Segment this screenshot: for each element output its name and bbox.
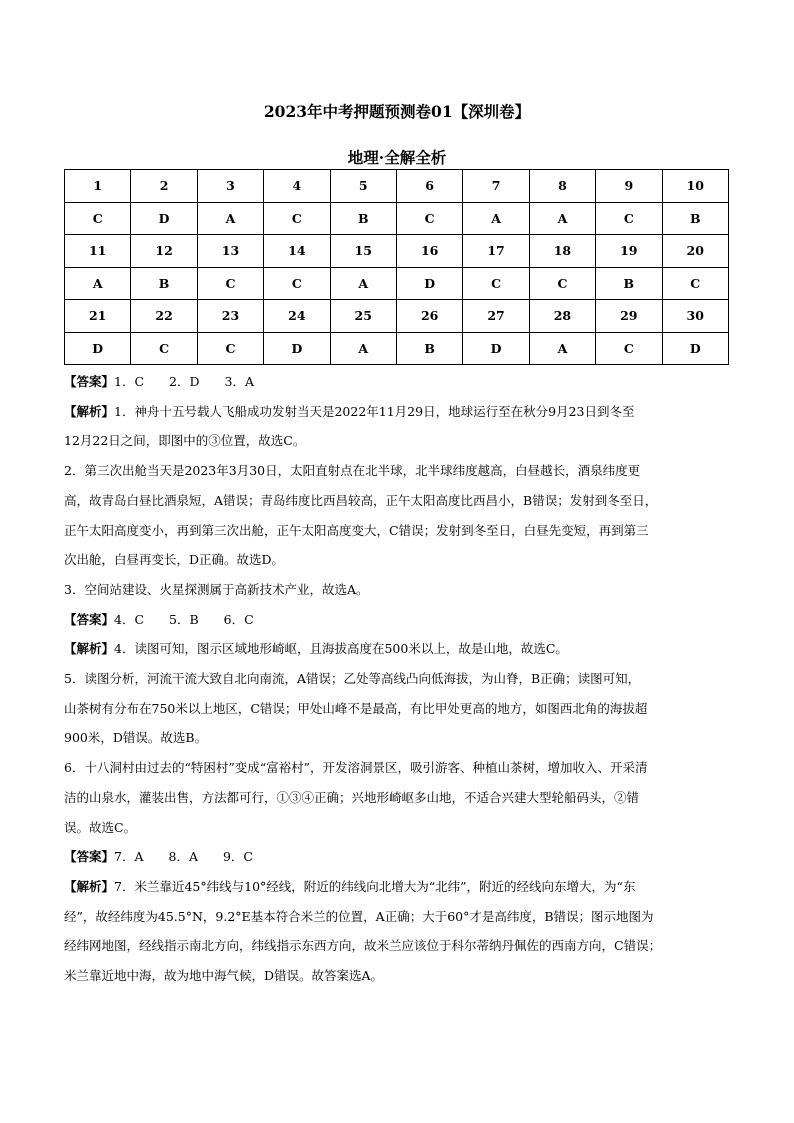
text-line: 误。故选C。 bbox=[64, 819, 137, 835]
answer-label: 【答案】 bbox=[64, 849, 115, 865]
answer-cell: C bbox=[463, 267, 529, 300]
question-number-cell: 9 bbox=[596, 170, 662, 203]
answer-cell: A bbox=[529, 332, 595, 365]
answer-cell: B bbox=[396, 332, 462, 365]
text-line: 6．十八洞村由过去的“特困村”变成“富裕村”，开发溶洞景区，吸引游客、种植山茶树，增加收入、开采清 bbox=[64, 760, 648, 776]
answer-row bbox=[65, 267, 729, 300]
question-number-cell: 25 bbox=[330, 300, 396, 333]
question-number-cell: 30 bbox=[662, 300, 728, 333]
question-number-cell: 2 bbox=[131, 170, 197, 203]
answer-line: 【答案】7．A 8．A 9．C bbox=[64, 849, 253, 865]
text-line: 5．读图分析，河流干流大致自北向南流，A错误；乙处等高线凸向低海拔，为山脊，B正确；读图可知， bbox=[64, 671, 641, 687]
answer-cell: C bbox=[264, 202, 330, 235]
answer-row bbox=[65, 202, 729, 235]
answer-label: 【答案】 bbox=[64, 374, 115, 389]
answer-cell: C bbox=[65, 202, 131, 235]
text-line: 米兰靠近地中海，故为地中海气候，D错误。故答案选A。 bbox=[64, 968, 384, 984]
question-number-row bbox=[65, 235, 729, 268]
question-number-cell: 13 bbox=[197, 235, 263, 268]
answer-row bbox=[65, 332, 729, 365]
answer-cell: A bbox=[197, 202, 263, 235]
question-number-cell: 26 bbox=[396, 300, 462, 333]
question-number-cell: 28 bbox=[529, 300, 595, 333]
answer-cell: A bbox=[529, 202, 595, 235]
question-number-cell: 1 bbox=[65, 170, 131, 203]
document-title: 2023年中考押题预测卷01【深圳卷】 bbox=[263, 102, 531, 121]
question-number-cell: 16 bbox=[396, 235, 462, 268]
question-number-cell: 14 bbox=[264, 235, 330, 268]
answer-cell: C bbox=[131, 332, 197, 365]
explanation-body bbox=[64, 367, 730, 991]
question-number-cell: 7 bbox=[463, 170, 529, 203]
analysis-label: 【解析】 bbox=[64, 403, 115, 419]
question-number-cell: 27 bbox=[463, 300, 529, 333]
text-line: 900米，D错误。故选B。 bbox=[64, 730, 208, 746]
analysis-line: 【解析】1．神舟十五号载人飞船成功发射当天是2022年11月29日，地球运行至在秋分9月23日到冬至 bbox=[64, 403, 635, 419]
question-number-cell: 5 bbox=[330, 170, 396, 203]
question-number-row bbox=[65, 170, 729, 203]
answer-line: 【答案】4．C 5．B 6．C bbox=[64, 611, 254, 627]
answer-cell: A bbox=[330, 332, 396, 365]
analysis-label: 【解析】 bbox=[64, 878, 115, 894]
document-subtitle: 地理·全解全析 bbox=[347, 148, 447, 167]
text-line: 12月22日之间，即图中的③位置，故选C。 bbox=[64, 433, 306, 449]
answer-cell: D bbox=[662, 332, 728, 365]
question-number-row bbox=[65, 300, 729, 333]
text-line: 3．空间站建设、火星探测属于高新技术产业，故选A。 bbox=[64, 581, 369, 597]
answer-cell: D bbox=[396, 267, 462, 300]
answer-cell: D bbox=[264, 332, 330, 365]
answer-cell: B bbox=[330, 202, 396, 235]
text-line: 经”，故经纬度为45.5°N，9.2°E基本符合米兰的位置，A正确；大于60°才是高纬度，B错误；图示地图为 bbox=[64, 908, 654, 924]
text-line: 经纬网地图，经线指示南北方向，纬线指示东西方向，故米兰应该位于科尔蒂纳丹佩佐的西南方向，C错误； bbox=[64, 938, 662, 954]
answer-cell: A bbox=[65, 267, 131, 300]
question-number-cell: 10 bbox=[662, 170, 728, 203]
answer-cell: C bbox=[396, 202, 462, 235]
question-number-cell: 15 bbox=[330, 235, 396, 268]
answer-cell: B bbox=[662, 202, 728, 235]
question-number-cell: 22 bbox=[131, 300, 197, 333]
answer-cell: D bbox=[65, 332, 131, 365]
question-number-cell: 21 bbox=[65, 300, 131, 333]
question-number-cell: 4 bbox=[264, 170, 330, 203]
answer-cell: C bbox=[529, 267, 595, 300]
question-number-cell: 18 bbox=[529, 235, 595, 268]
text-line: 次出舱，白昼再变长，D正确。故选D。 bbox=[64, 552, 285, 568]
answer-cell: C bbox=[662, 267, 728, 300]
answer-cell: C bbox=[197, 332, 263, 365]
text-line: 洁的山泉水，灌装出售，方法都可行，①③④正确；兴地形崎岖多山地，不适合兴建大型轮船码头，②错 bbox=[64, 789, 640, 805]
analysis-label: 【解析】 bbox=[64, 641, 115, 657]
answer-table bbox=[64, 169, 729, 365]
question-number-cell: 11 bbox=[65, 235, 131, 268]
answer-cell: D bbox=[463, 332, 529, 365]
answer-cell: C bbox=[596, 332, 662, 365]
answer-cell: D bbox=[131, 202, 197, 235]
question-number-cell: 24 bbox=[264, 300, 330, 333]
question-number-cell: 8 bbox=[529, 170, 595, 203]
analysis-line: 【解析】4．读图可知，图示区域地形崎岖，且海拔高度在500米以上，故是山地，故选C。 bbox=[64, 641, 568, 657]
answer-line: 【答案】1．C 2．D 3．A bbox=[64, 374, 254, 389]
answer-label: 【答案】 bbox=[64, 611, 115, 627]
question-number-cell: 19 bbox=[596, 235, 662, 268]
answer-cell: A bbox=[330, 267, 396, 300]
answer-cell: C bbox=[197, 267, 263, 300]
text-line: 山茶树有分布在750米以上地区，C错误；甲处山峰不是最高，有比甲处更高的地方，如图西北角的海拔超 bbox=[64, 700, 648, 716]
text-line: 2．第三次出舱当天是2023年3月30日，太阳直射点在北半球，北半球纬度越高，白昼越长，酒泉纬度更 bbox=[64, 463, 641, 479]
question-number-cell: 20 bbox=[662, 235, 728, 268]
analysis-line: 【解析】7．米兰靠近45°纬线与10°经线，附近的纬线向北增大为“北纬”，附近的经线向东增大，为“东 bbox=[64, 878, 636, 894]
question-number-cell: 17 bbox=[463, 235, 529, 268]
answer-cell: C bbox=[264, 267, 330, 300]
question-number-cell: 12 bbox=[131, 235, 197, 268]
answer-cell: B bbox=[131, 267, 197, 300]
question-number-cell: 3 bbox=[197, 170, 263, 203]
answer-cell: A bbox=[463, 202, 529, 235]
answer-cell: C bbox=[596, 202, 662, 235]
answer-cell: B bbox=[596, 267, 662, 300]
question-number-cell: 29 bbox=[596, 300, 662, 333]
question-number-cell: 23 bbox=[197, 300, 263, 333]
text-line: 正午太阳高度变小，再到第三次出舱，正午太阳高度变大，C错误；发射到冬至日，白昼先变短，再到第三 bbox=[64, 522, 649, 538]
text-line: 高，故青岛白昼比酒泉短，A错误；青岛纬度比西昌较高，正午太阳高度比西昌小，B错误；发射到冬至日， bbox=[64, 492, 658, 508]
question-number-cell: 6 bbox=[396, 170, 462, 203]
